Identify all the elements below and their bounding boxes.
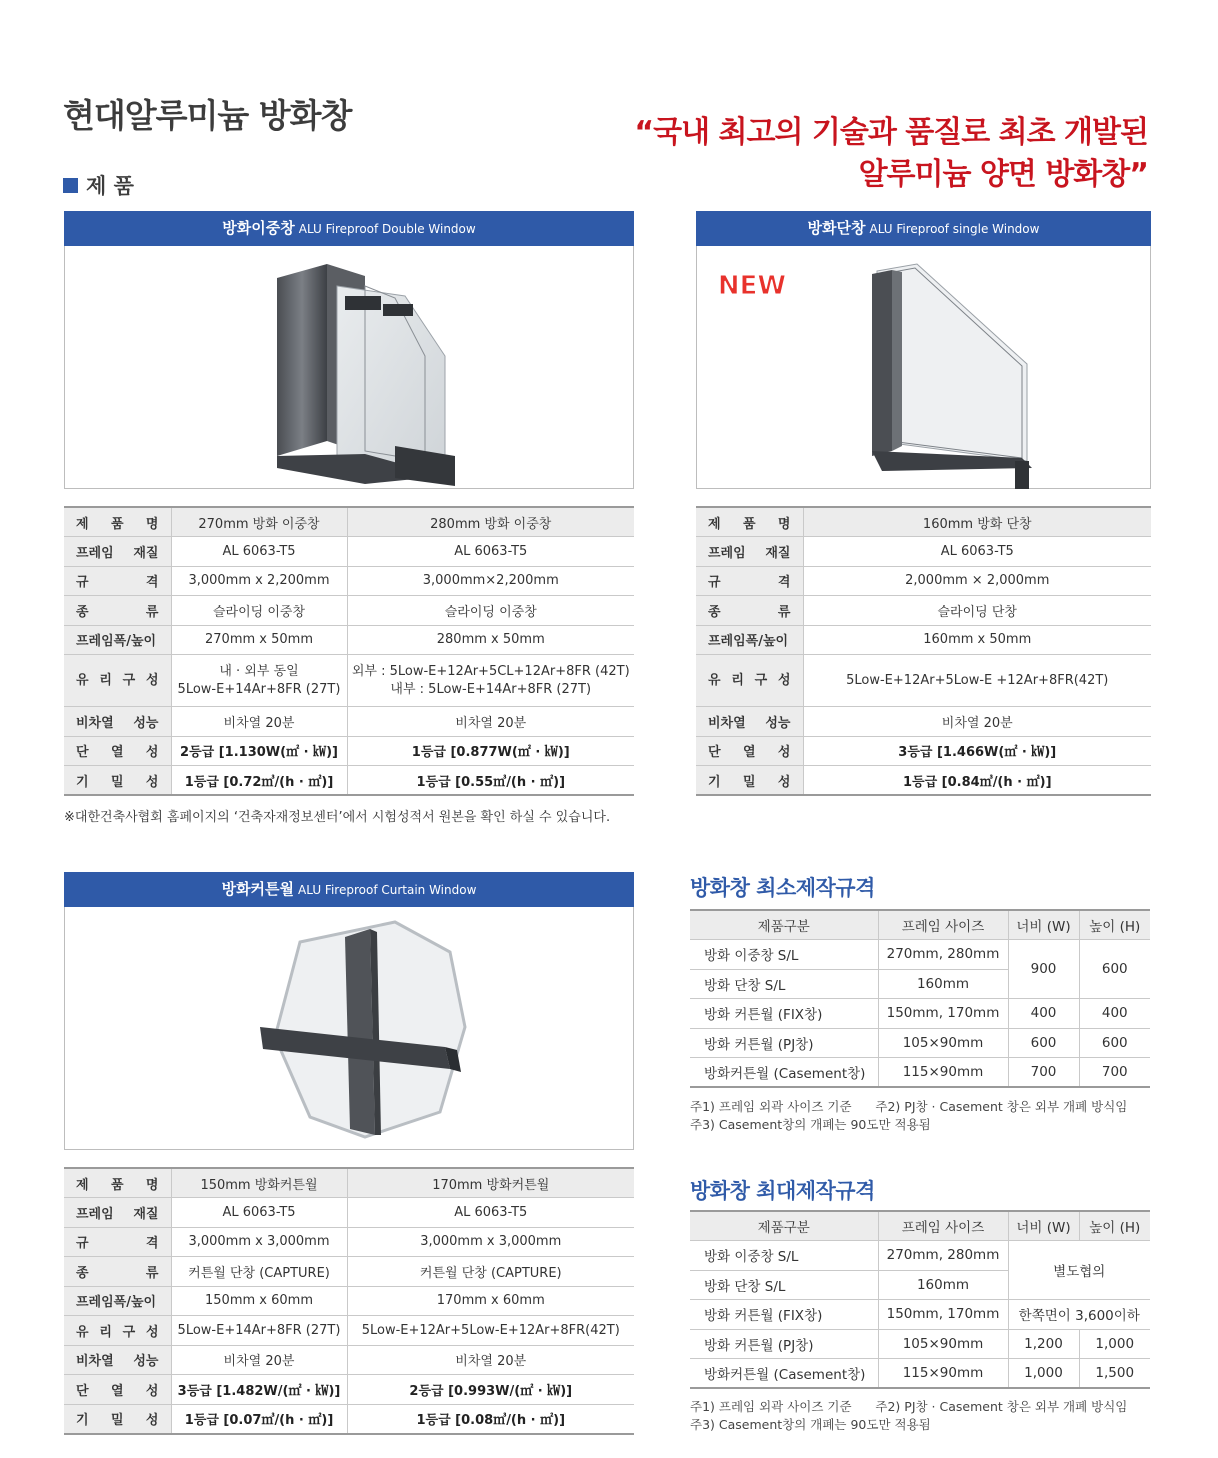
spec-label: 제 품 명	[64, 507, 171, 537]
curtain-wall-header-en: ALU Fireproof Curtain Window	[298, 883, 477, 897]
frame-size: 105×90mm	[878, 1028, 1008, 1058]
spec-cell	[171, 655, 347, 707]
spec-label: 프레임 재질	[696, 537, 803, 567]
spec-label: 단 열 성	[696, 736, 803, 766]
spec-cell: 2등급 [0.993W/(㎡ · ㎾)]	[347, 1375, 634, 1405]
spec-cell: 150mm 방화커튼월	[171, 1168, 347, 1198]
width-value: 400	[1008, 999, 1079, 1029]
spec-cell: AL 6063-T5	[171, 537, 347, 567]
product-name: 방화 이중창 S/L	[690, 940, 878, 970]
table-row	[690, 1359, 1150, 1389]
table-row	[690, 999, 1150, 1029]
height-value: 600	[1079, 940, 1150, 999]
spec-label: 종 류	[696, 596, 803, 626]
table-row	[64, 766, 634, 796]
spec-cell: 270mm 방화 이중창	[171, 507, 347, 537]
spec-label: 프레임폭/높이	[64, 1286, 171, 1316]
slogan-line-2: 알루미늄 양면 방화창”	[858, 157, 1148, 192]
table-row	[696, 537, 1151, 567]
width-value: 1,200	[1008, 1329, 1079, 1359]
spec-label: 규 격	[696, 566, 803, 596]
new-badge	[718, 268, 786, 300]
double-window-spec-table	[64, 506, 634, 796]
spec-label: 규 격	[64, 1227, 171, 1257]
table-row	[64, 1375, 634, 1405]
product-name: 방화 단창 S/L	[690, 969, 878, 999]
table-row	[64, 736, 634, 766]
table-row	[696, 707, 1151, 737]
spec-cell: 2등급 [1.130W(㎡ · ㎾)]	[171, 736, 347, 766]
spec-cell: 비차열 20분	[347, 707, 634, 737]
product-name: 방화커튼월 (Casement창)	[690, 1058, 878, 1088]
table-row	[696, 736, 1151, 766]
product-name: 방화 이중창 S/L	[690, 1241, 878, 1271]
table-row	[64, 1198, 634, 1228]
spec-cell: 1등급 [0.07㎥/(h · ㎡)]	[171, 1404, 347, 1434]
double-window-header	[64, 211, 634, 246]
spec-cell: 170mm 방화커튼월	[347, 1168, 634, 1198]
table-header-row	[690, 1211, 1150, 1241]
product-name: 방화 커튼월 (PJ창)	[690, 1028, 878, 1058]
square-bullet-icon	[63, 178, 78, 193]
spec-cell: 슬라이딩 단창	[803, 596, 1151, 626]
spec-label: 프레임폭/높이	[64, 625, 171, 655]
spec-label: 종 류	[64, 596, 171, 626]
slogan	[634, 112, 1148, 196]
height-value: 600	[1079, 1028, 1150, 1058]
spec-cell: 커튼월 단창 (CAPTURE)	[347, 1257, 634, 1287]
column-header: 제품구분	[690, 910, 878, 940]
table-row	[696, 596, 1151, 626]
spec-label: 단 열 성	[64, 1375, 171, 1405]
single-window-spec-table	[696, 506, 1151, 796]
curtain-wall-panel	[64, 872, 634, 1150]
table-row	[690, 1028, 1150, 1058]
spec-label: 비차열 성능	[696, 707, 803, 737]
max-spec-table	[690, 1210, 1150, 1389]
spec-label: 기 밀 성	[64, 1404, 171, 1434]
spec-label: 기 밀 성	[696, 766, 803, 796]
table-row	[64, 707, 634, 737]
table-row	[696, 766, 1151, 796]
note: 주3) Casement창의 개폐는 90도만 적용됨	[690, 1117, 931, 1132]
spec-label: 단 열 성	[64, 736, 171, 766]
height-value: 700	[1079, 1058, 1150, 1088]
spec-cell: 비차열 20분	[171, 1345, 347, 1375]
spec-label: 유 리 구 성	[64, 1316, 171, 1346]
spec-label: 유 리 구 성	[696, 655, 803, 707]
curtain-wall-header-ko: 방화커튼월	[221, 880, 295, 898]
frame-size: 115×90mm	[878, 1058, 1008, 1088]
width-value: 600	[1008, 1028, 1079, 1058]
spec-cell: 1등급 [0.84㎥/(h · ㎡)]	[803, 766, 1151, 796]
spec-cell: 3,000mm x 2,200mm	[171, 566, 347, 596]
spec-cell: AL 6063-T5	[803, 537, 1151, 567]
spec-cell-line: 내 · 외부 동일	[219, 663, 299, 679]
height-value: 1,500	[1079, 1359, 1150, 1389]
product-name: 방화 커튼월 (PJ창)	[690, 1329, 878, 1359]
single-window-header-en: ALU Fireproof single Window	[869, 222, 1040, 236]
spec-cell: 비차열 20분	[347, 1345, 634, 1375]
table-row	[64, 1404, 634, 1434]
double-window-image	[64, 246, 634, 489]
product-name: 방화커튼월 (Casement창)	[690, 1359, 878, 1389]
spec-cell: 3,000mm x 3,000mm	[347, 1227, 634, 1257]
max-spec-title: 방화창 최대제작규격	[690, 1179, 875, 1203]
table-header-row	[690, 910, 1150, 940]
spec-cell: 슬라이딩 이중창	[347, 596, 634, 626]
spec-label: 프레임 재질	[64, 1198, 171, 1228]
table-row	[64, 1286, 634, 1316]
table-row	[696, 625, 1151, 655]
spec-label: 규 격	[64, 566, 171, 596]
spec-cell: 3등급 [1.482W/(㎡ · ㎾)]	[171, 1375, 347, 1405]
table-row	[64, 625, 634, 655]
spec-cell: 1등급 [0.877W(㎡ · ㎾)]	[347, 736, 634, 766]
spec-cell: 3,000mm×2,200mm	[347, 566, 634, 596]
table-row	[690, 940, 1150, 970]
note: 주2) PJ창 · Casement 창은 외부 개폐 방식임	[875, 1099, 1128, 1114]
column-header: 높이 (H)	[1079, 910, 1150, 940]
table-row	[696, 507, 1151, 537]
double-window-header-en: ALU Fireproof Double Window	[298, 222, 476, 236]
spec-cell: 5Low-E+12Ar+5Low-E+12Ar+8FR(42T)	[347, 1316, 634, 1346]
spec-cell: 5Low-E+12Ar+5Low-E +12Ar+8FR(42T)	[803, 655, 1151, 707]
frame-size: 150mm, 170mm	[878, 999, 1008, 1029]
curtain-wall-header	[64, 872, 634, 907]
double-window-illustration	[65, 246, 633, 489]
table-row	[690, 1329, 1150, 1359]
note: 주1) 프레임 외곽 사이즈 기준	[690, 1099, 852, 1114]
table-row	[690, 1058, 1150, 1088]
column-header: 높이 (H)	[1079, 1211, 1150, 1241]
table-row	[64, 537, 634, 567]
spec-cell: 280mm 방화 이중창	[347, 507, 634, 537]
frame-size: 160mm	[878, 1270, 1008, 1300]
frame-size: 270mm, 280mm	[878, 1241, 1008, 1271]
width-value: 900	[1008, 940, 1079, 999]
product-name: 방화 커튼월 (FIX창)	[690, 1300, 878, 1330]
spec-cell: AL 6063-T5	[171, 1198, 347, 1228]
table-row	[64, 507, 634, 537]
spec-cell: 1등급 [0.08㎥/(h · ㎡)]	[347, 1404, 634, 1434]
table-row	[64, 596, 634, 626]
spec-cell: 270mm x 50mm	[171, 625, 347, 655]
min-spec-notes	[690, 1098, 1127, 1134]
spec-cell: 150mm x 60mm	[171, 1286, 347, 1316]
column-header: 프레임 사이즈	[878, 1211, 1008, 1241]
column-header: 너비 (W)	[1008, 1211, 1079, 1241]
table-row	[696, 566, 1151, 596]
new-badge-text: NEW	[718, 271, 786, 300]
product-name: 방화 커튼월 (FIX창)	[690, 999, 878, 1029]
spec-cell: 160mm 방화 단창	[803, 507, 1151, 537]
frame-size: 115×90mm	[878, 1359, 1008, 1389]
table-row	[690, 1241, 1150, 1271]
height-value: 400	[1079, 999, 1150, 1029]
note: 주3) Casement창의 개폐는 90도만 적용됨	[690, 1417, 931, 1432]
table-row	[64, 566, 634, 596]
curtain-wall-spec-table	[64, 1167, 634, 1435]
spec-cell: 280mm x 50mm	[347, 625, 634, 655]
frame-size: 105×90mm	[878, 1329, 1008, 1359]
spec-cell: 160mm x 50mm	[803, 625, 1151, 655]
width-value: 1,000	[1008, 1359, 1079, 1389]
table-row	[64, 1316, 634, 1346]
spec-label: 유 리 구 성	[64, 655, 171, 707]
table-row	[64, 1345, 634, 1375]
spec-cell-line: 내부 : 5Low-E+14Ar+8FR (27T)	[390, 681, 592, 697]
size-value: 한쪽면이 3,600이하	[1008, 1300, 1150, 1330]
min-spec-table	[690, 909, 1150, 1088]
table-row	[64, 1257, 634, 1287]
note: 주1) 프레임 외곽 사이즈 기준	[690, 1399, 852, 1414]
single-window-header	[696, 211, 1151, 246]
max-spec-notes	[690, 1398, 1127, 1434]
section-label-text: 제 품	[86, 174, 134, 198]
spec-cell: 1등급 [0.55㎥/(h · ㎡)]	[347, 766, 634, 796]
spec-label: 기 밀 성	[64, 766, 171, 796]
spec-cell: 3,000mm x 3,000mm	[171, 1227, 347, 1257]
table-row	[64, 1168, 634, 1198]
min-spec-title: 방화창 최소제작규격	[690, 876, 875, 900]
note: 주2) PJ창 · Casement 창은 외부 개폐 방식임	[875, 1399, 1128, 1414]
spec-label: 제 품 명	[64, 1168, 171, 1198]
spec-label: 프레임폭/높이	[696, 625, 803, 655]
curtain-wall-image	[64, 907, 634, 1150]
frame-size: 150mm, 170mm	[878, 1300, 1008, 1330]
spec-cell: 3등급 [1.466W(㎡ · ㎾)]	[803, 736, 1151, 766]
spec-cell: 슬라이딩 이중창	[171, 596, 347, 626]
spec-label: 비차열 성능	[64, 707, 171, 737]
product-name: 방화 단창 S/L	[690, 1270, 878, 1300]
spec-cell-line: 5Low-E+14Ar+8FR (27T)	[177, 681, 341, 697]
frame-size: 270mm, 280mm	[878, 940, 1008, 970]
column-header: 프레임 사이즈	[878, 910, 1008, 940]
double-window-header-ko: 방화이중창	[222, 219, 295, 237]
single-window-header-ko: 방화단창	[807, 219, 866, 237]
spec-cell: 1등급 [0.72㎥/(h · ㎡)]	[171, 766, 347, 796]
section-label	[63, 170, 134, 200]
column-header: 제품구분	[690, 1211, 878, 1241]
spec-cell: 2,000mm × 2,000mm	[803, 566, 1151, 596]
spec-cell: 커튼월 단창 (CAPTURE)	[171, 1257, 347, 1287]
table-row	[64, 655, 634, 707]
spec-cell: AL 6063-T5	[347, 537, 634, 567]
spec-cell-line: 외부 : 5Low-E+12Ar+5CL+12Ar+8FR (42T)	[351, 663, 630, 679]
frame-size: 160mm	[878, 969, 1008, 999]
table-row	[696, 655, 1151, 707]
height-value: 1,000	[1079, 1329, 1150, 1359]
page-title: 현대알루미늄 방화창	[63, 96, 352, 135]
spec-cell	[347, 655, 634, 707]
spec-cell: 5Low-E+14Ar+8FR (27T)	[171, 1316, 347, 1346]
slogan-line-1: “국내 최고의 기술과 품질로 최초 개발된	[634, 115, 1148, 150]
table-row	[690, 1300, 1150, 1330]
table-row	[64, 1227, 634, 1257]
double-window-panel	[64, 211, 634, 489]
spec-cell: 비차열 20분	[171, 707, 347, 737]
spec-cell: 170mm x 60mm	[347, 1286, 634, 1316]
spec-cell: 비차열 20분	[803, 707, 1151, 737]
column-header: 너비 (W)	[1008, 910, 1079, 940]
curtain-wall-illustration	[65, 907, 633, 1150]
spec-label: 제 품 명	[696, 507, 803, 537]
spec-label: 비차열 성능	[64, 1345, 171, 1375]
single-window-panel	[696, 211, 1151, 489]
spec-label: 종 류	[64, 1257, 171, 1287]
footnote: ※대한건축사협회 홈페이지의 ‘건축자재정보센터’에서 시험성적서 원본을 확인 하실 수 있습니다.	[64, 810, 611, 825]
width-value: 700	[1008, 1058, 1079, 1088]
spec-cell: AL 6063-T5	[347, 1198, 634, 1228]
spec-label: 프레임 재질	[64, 537, 171, 567]
size-value: 별도협의	[1008, 1241, 1150, 1300]
